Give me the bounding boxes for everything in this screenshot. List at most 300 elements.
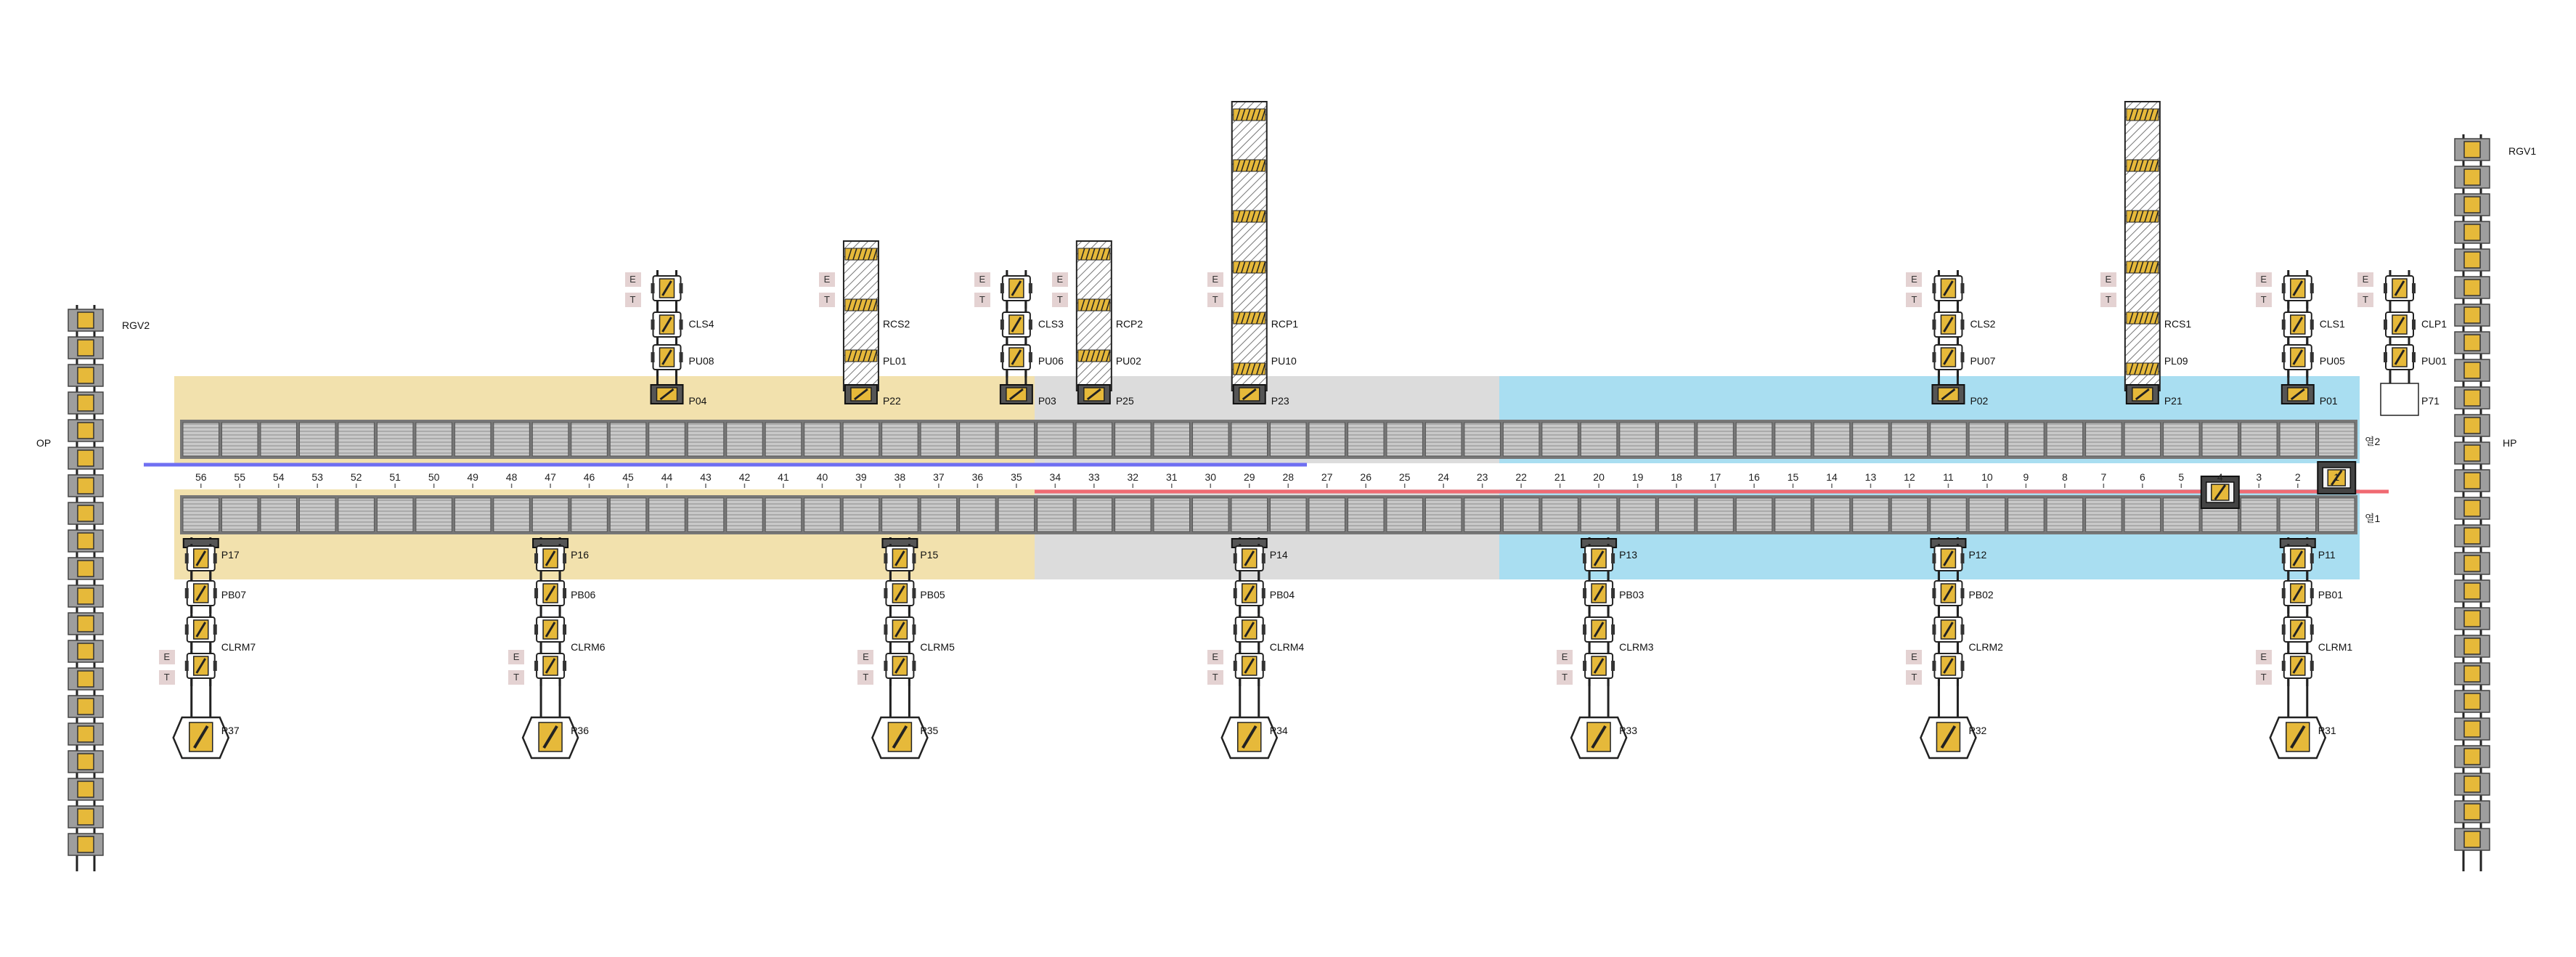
cart-wheel: [2310, 553, 2314, 563]
badge-t: T: [508, 670, 524, 685]
cart-wheel: [1932, 352, 1936, 362]
conveyor-cell: [1581, 498, 1616, 532]
cart-wheel: [884, 624, 887, 635]
station-label: PU07: [1970, 355, 1996, 367]
conveyor-cell: [960, 498, 995, 532]
conveyor-cell: [1775, 498, 1811, 532]
station-label: P22: [882, 395, 901, 407]
conveyor-cell: [416, 423, 452, 456]
station-label: P13: [1619, 549, 1638, 561]
position-number: 14: [1826, 471, 1838, 483]
conveyor-cell: [221, 498, 257, 532]
conveyor-cell: [221, 423, 257, 456]
badge-t: T: [1052, 293, 1068, 307]
cart-wheel: [2282, 352, 2286, 362]
conveyor-cell: [1658, 423, 1694, 456]
conveyor-cell: [765, 498, 801, 532]
rgv-load: [78, 533, 94, 549]
cart-wheel: [534, 624, 538, 635]
cart-wheel: [1960, 352, 1964, 362]
cart-wheel: [185, 553, 189, 563]
badge-t: T: [159, 670, 175, 685]
conveyor-cell: [494, 498, 529, 532]
conveyor-cell: [1697, 498, 1733, 532]
rgv-load: [2464, 473, 2480, 489]
position-number: 49: [467, 471, 478, 483]
cart-wheel: [1000, 283, 1004, 293]
rgv-load: [78, 423, 94, 439]
conveyor-cell: [2319, 423, 2355, 456]
badge-e: E: [1207, 272, 1223, 287]
cart-wheel: [2282, 319, 2286, 330]
conveyor-cell: [1076, 498, 1112, 532]
station-label: PU10: [1271, 355, 1297, 367]
badge-e: E: [1906, 650, 1922, 664]
station-label: CLRM1: [2318, 641, 2353, 653]
station-label: PB02: [1968, 589, 1994, 600]
top-station: [2125, 102, 2160, 404]
conveyor-cell: [261, 498, 296, 532]
rgv1-label: RGV1: [2508, 145, 2537, 157]
cart-wheel: [1932, 588, 1936, 598]
cart-wheel: [185, 588, 189, 598]
conveyor-cell: [688, 498, 723, 532]
conveyor-cell: [998, 423, 1034, 456]
position-number: 6: [2139, 471, 2145, 483]
station-label: CLRM2: [1968, 641, 2003, 653]
cart-wheel: [1611, 624, 1615, 635]
cart-wheel: [1029, 283, 1032, 293]
badge-e: E: [2256, 272, 2272, 287]
conveyor-cell: [183, 423, 219, 456]
conveyor-cell: [1969, 498, 2005, 532]
cart-wheel: [1960, 319, 1964, 330]
conveyor-cell: [2008, 423, 2044, 456]
cart-wheel: [213, 624, 217, 635]
conveyor-cell: [532, 423, 568, 456]
rgv-load: [2464, 693, 2480, 709]
badge-t: T: [1207, 293, 1223, 307]
rgv-load: [2464, 252, 2480, 268]
conveyor-cell: [2241, 423, 2277, 456]
badge-t: T: [2100, 293, 2116, 307]
cart-wheel: [651, 319, 655, 330]
badge-e: E: [159, 650, 175, 664]
station-label: P02: [1970, 395, 1989, 407]
line1-label: 열1: [2365, 513, 2381, 524]
cart-wheel: [1611, 553, 1615, 563]
conveyor-cell: [1736, 423, 1772, 456]
rgv-load: [78, 726, 94, 742]
badge-e: E: [625, 272, 641, 287]
station-label: PL09: [2164, 355, 2188, 367]
conveyor-cell: [1271, 423, 1306, 456]
conveyor-cell: [1969, 423, 2005, 456]
station-label: RCP2: [1115, 318, 1144, 330]
badge-t: T: [857, 670, 873, 685]
cart-wheel: [884, 588, 887, 598]
cart-wheel: [680, 352, 683, 362]
cart-wheel: [1960, 553, 1964, 563]
station-label: P11: [2318, 549, 2336, 561]
conveyor-cell: [1309, 498, 1345, 532]
conveyor-cell: [727, 423, 762, 456]
rgv-load: [2464, 280, 2480, 296]
hp-label: HP: [2503, 437, 2517, 449]
cart-wheel: [912, 588, 916, 598]
conveyor-cell: [1503, 423, 1538, 456]
station-label: P21: [2164, 395, 2182, 407]
position-number: 37: [933, 471, 945, 483]
conveyor-cell: [1387, 423, 1422, 456]
conveyor-cell: [1891, 423, 1927, 456]
badge-t: T: [1207, 670, 1223, 685]
rgv2-column: [68, 305, 103, 871]
cart-wheel: [912, 553, 916, 563]
conveyor-cell: [1931, 498, 1966, 532]
position-number: 40: [816, 471, 828, 483]
position-number: 31: [1165, 471, 1178, 483]
conveyor-cell: [688, 423, 723, 456]
position-number: 12: [1904, 471, 1915, 483]
position-number: 15: [1787, 471, 1799, 483]
rgv-load: [78, 367, 94, 383]
rack-column: [844, 241, 879, 391]
position-number: 41: [778, 471, 789, 483]
conveyor-cell: [1931, 423, 1966, 456]
station-label: P71: [2421, 395, 2440, 407]
position-number: 23: [1476, 471, 1488, 483]
conveyor-cell: [1387, 498, 1422, 532]
conveyor-cell: [960, 423, 995, 456]
position-number: 38: [894, 471, 906, 483]
cart-wheel: [1960, 588, 1964, 598]
cart-wheel: [1262, 624, 1265, 635]
cart-wheel: [2384, 319, 2387, 330]
conveyor-cell: [532, 498, 568, 532]
cart-wheel: [2384, 352, 2387, 362]
cart-wheel: [534, 661, 538, 671]
rack-column: [1232, 102, 1267, 391]
conveyor-cell: [1231, 423, 1267, 456]
conveyor-cell: [2008, 498, 2044, 532]
rgv-load: [2464, 804, 2480, 820]
position-number: 30: [1205, 471, 1217, 483]
rgv-load: [2464, 831, 2480, 847]
conveyor-cell: [1853, 498, 1888, 532]
conveyor-cell: [1542, 498, 1578, 532]
station-label: P25: [1115, 395, 1134, 407]
conveyor-cell: [1775, 423, 1811, 456]
station-label: PB07: [221, 589, 246, 600]
conveyor-cell: [727, 498, 762, 532]
position-number: 43: [700, 471, 712, 483]
position-number: 33: [1088, 471, 1100, 483]
position-number: 18: [1671, 471, 1682, 483]
conveyor-cell: [2047, 498, 2082, 532]
conveyor-cell: [377, 423, 412, 456]
rgv-load: [2464, 169, 2480, 185]
station-label: P33: [1619, 725, 1638, 736]
cart-wheel: [1960, 661, 1964, 671]
cart-wheel: [2282, 661, 2286, 671]
cart-wheel: [2282, 624, 2286, 635]
position-number: 13: [1864, 471, 1877, 483]
position-number: 35: [1011, 471, 1022, 483]
rgv2-label: RGV2: [122, 319, 150, 331]
cart-wheel: [2384, 283, 2387, 293]
rgv-load: [2464, 307, 2480, 323]
conveyor-cell: [1271, 498, 1306, 532]
conveyor-cell: [1891, 498, 1927, 532]
station-label: CLS2: [1970, 318, 1996, 330]
station-label: PB06: [571, 589, 596, 600]
cart-wheel: [563, 588, 566, 598]
cart-wheel: [1960, 283, 1964, 293]
rgv-load: [78, 616, 94, 632]
rgv-load: [2464, 418, 2480, 433]
station-label: CLS3: [1038, 318, 1064, 330]
station-label: P15: [920, 549, 939, 561]
rgv-load: [2464, 142, 2480, 158]
position-number: 53: [311, 471, 323, 483]
conveyor-cell: [1154, 423, 1189, 456]
position-number: 55: [234, 471, 245, 483]
position-number: 44: [661, 471, 673, 483]
station-label: CLRM4: [1269, 641, 1305, 653]
conveyor-cell: [2124, 423, 2160, 456]
rgv-load: [2464, 666, 2480, 682]
cart-wheel: [1611, 661, 1615, 671]
badge-t: T: [1557, 670, 1573, 685]
badge-e: E: [974, 272, 990, 287]
badge-e: E: [508, 650, 524, 664]
position-number: 5: [2178, 471, 2185, 483]
position-number: 51: [389, 471, 401, 483]
station-label: P12: [1968, 549, 1987, 561]
rgv-load: [2464, 197, 2480, 213]
position-number: 52: [350, 471, 362, 483]
rgv-load: [2464, 583, 2480, 599]
badge-t: T: [2256, 670, 2272, 685]
position-number: 22: [1515, 471, 1527, 483]
conveyor-cell: [455, 423, 490, 456]
badge-t: T: [1906, 670, 1922, 685]
cart-wheel: [563, 661, 566, 671]
station-label: PB05: [920, 589, 945, 600]
line2-label: 열2: [2365, 436, 2381, 447]
position-number: 3: [2256, 471, 2262, 483]
station-label: P36: [571, 725, 589, 736]
cart-wheel: [2310, 588, 2314, 598]
position-number: 11: [1943, 471, 1954, 483]
conveyor-cell: [1348, 423, 1383, 456]
cart-wheel: [1583, 624, 1586, 635]
conveyor-cell: [2202, 423, 2238, 456]
conveyor-cell: [2086, 423, 2121, 456]
station-label: P17: [221, 549, 240, 561]
position-number: 4: [2217, 471, 2223, 483]
position-number: 1: [2334, 471, 2340, 483]
station-label: CLRM5: [920, 641, 955, 653]
position-number: 45: [622, 471, 634, 483]
cart-wheel: [534, 588, 538, 598]
conveyor-cell: [2241, 498, 2277, 532]
cart-wheel: [884, 553, 887, 563]
conveyor-cell: [416, 498, 452, 532]
conveyor-cell: [804, 498, 840, 532]
rgv-load: [78, 699, 94, 714]
rgv-load: [78, 340, 94, 356]
cart-wheel: [884, 661, 887, 671]
conveyor-cell: [2164, 498, 2199, 532]
position-number: 32: [1127, 471, 1139, 483]
station-label: P16: [571, 549, 589, 561]
badge-t: T: [819, 293, 835, 307]
station-label: P37: [221, 725, 240, 736]
badge-e: E: [2357, 272, 2373, 287]
cart-wheel: [912, 661, 916, 671]
rgv-load: [78, 643, 94, 659]
conveyor-cell: [1115, 498, 1151, 532]
cart-wheel: [213, 553, 217, 563]
station-label: CLS1: [2319, 318, 2345, 330]
cart-wheel: [2310, 624, 2314, 635]
cart-wheel: [1262, 661, 1265, 671]
cart-wheel: [1234, 588, 1237, 598]
rgv-load: [78, 395, 94, 411]
conveyor-cell: [1193, 498, 1228, 532]
cart-wheel: [213, 588, 217, 598]
conveyor-cell: [338, 423, 374, 456]
top-station: [2381, 270, 2418, 415]
rgv-load: [2464, 500, 2480, 516]
badge-e: E: [2256, 650, 2272, 664]
cart-wheel: [1234, 553, 1237, 563]
conveyor-cell: [2280, 423, 2315, 456]
conveyor-cell: [804, 423, 840, 456]
rgv-load: [2464, 445, 2480, 461]
cart-wheel: [2310, 319, 2314, 330]
cart-wheel: [1583, 661, 1586, 671]
op-label: OP: [36, 437, 52, 449]
conveyor-cell: [377, 498, 412, 532]
station-label: P03: [1038, 395, 1056, 407]
cart-wheel: [1611, 588, 1615, 598]
badge-e: E: [857, 650, 873, 664]
position-number: 50: [428, 471, 440, 483]
station-label: PU08: [688, 355, 714, 367]
conveyor-cell: [1076, 423, 1112, 456]
rack-column: [1077, 241, 1112, 391]
cart-wheel: [2310, 283, 2314, 293]
conveyor-cell: [610, 423, 645, 456]
top-station: [844, 241, 879, 404]
cart-wheel: [1000, 352, 1004, 362]
cart-wheel: [1234, 661, 1237, 671]
station-label: CLRM3: [1619, 641, 1654, 653]
cart-wheel: [1000, 319, 1004, 330]
badge-e: E: [2100, 272, 2116, 287]
station-label: P31: [2318, 725, 2336, 736]
cart-wheel: [563, 553, 566, 563]
station-label: CLS4: [688, 318, 714, 330]
cart-wheel: [2310, 661, 2314, 671]
position-number: 25: [1398, 471, 1411, 483]
conveyor-cell: [882, 498, 918, 532]
station-label: PB01: [2318, 589, 2344, 600]
badge-t: T: [1906, 293, 1922, 307]
cart-wheel: [2412, 319, 2416, 330]
position-number: 10: [1981, 471, 1993, 483]
rgv-load: [78, 781, 94, 797]
conveyor-cell: [649, 498, 685, 532]
conveyor-cell: [1348, 498, 1383, 532]
station-label: PU01: [2421, 355, 2447, 367]
conveyor-cell: [843, 423, 879, 456]
rgv-load: [2464, 528, 2480, 544]
cart-wheel: [1029, 319, 1032, 330]
station-label: PU05: [2319, 355, 2345, 367]
cart-wheel: [1262, 588, 1265, 598]
cart-wheel: [680, 283, 683, 293]
conveyor-cell: [1697, 423, 1733, 456]
conveyor-cell: [1542, 423, 1578, 456]
position-number: 7: [2100, 471, 2107, 483]
position-number: 2: [2294, 471, 2301, 483]
conveyor-cell: [1309, 423, 1345, 456]
station-label: CLRM6: [571, 641, 606, 653]
rgv-load: [78, 450, 94, 466]
cart-wheel: [1960, 624, 1964, 635]
cart-wheel: [213, 661, 217, 671]
position-number: 42: [738, 471, 751, 483]
cart-wheel: [1932, 624, 1936, 635]
badge-t: T: [2357, 293, 2373, 307]
cart-wheel: [680, 319, 683, 330]
conveyor-cell: [2164, 423, 2199, 456]
position-number: 36: [971, 471, 984, 483]
rgv-load: [78, 478, 94, 494]
position-number: 48: [505, 471, 518, 483]
badge-e: E: [1557, 650, 1573, 664]
position-number: 46: [583, 471, 595, 483]
station-label: P04: [688, 395, 707, 407]
conveyor-cell: [1814, 498, 1849, 532]
conveyor-row-2: [180, 420, 2357, 459]
rgv-load: [78, 809, 94, 825]
rgv-load: [2464, 335, 2480, 351]
conveyor-cell: [1620, 498, 1655, 532]
rgv-load: [78, 671, 94, 687]
clp-frame: [2381, 383, 2418, 415]
rgv-load: [78, 312, 94, 328]
station-label: P35: [920, 725, 939, 736]
conveyor-cell: [571, 498, 607, 532]
station-label: RCS1: [2164, 318, 2192, 330]
station-label: PU02: [1115, 355, 1141, 367]
rgv-load: [78, 588, 94, 604]
position-number: 27: [1321, 471, 1333, 483]
station-label: PB03: [1619, 589, 1644, 600]
position-number: 19: [1631, 471, 1644, 483]
cart-wheel: [1932, 661, 1936, 671]
conveyor-cell: [455, 498, 490, 532]
conveyor-cell: [1038, 423, 1073, 456]
position-number: 17: [1709, 471, 1721, 483]
conveyor-cell: [921, 423, 956, 456]
top-station: [1232, 102, 1267, 404]
